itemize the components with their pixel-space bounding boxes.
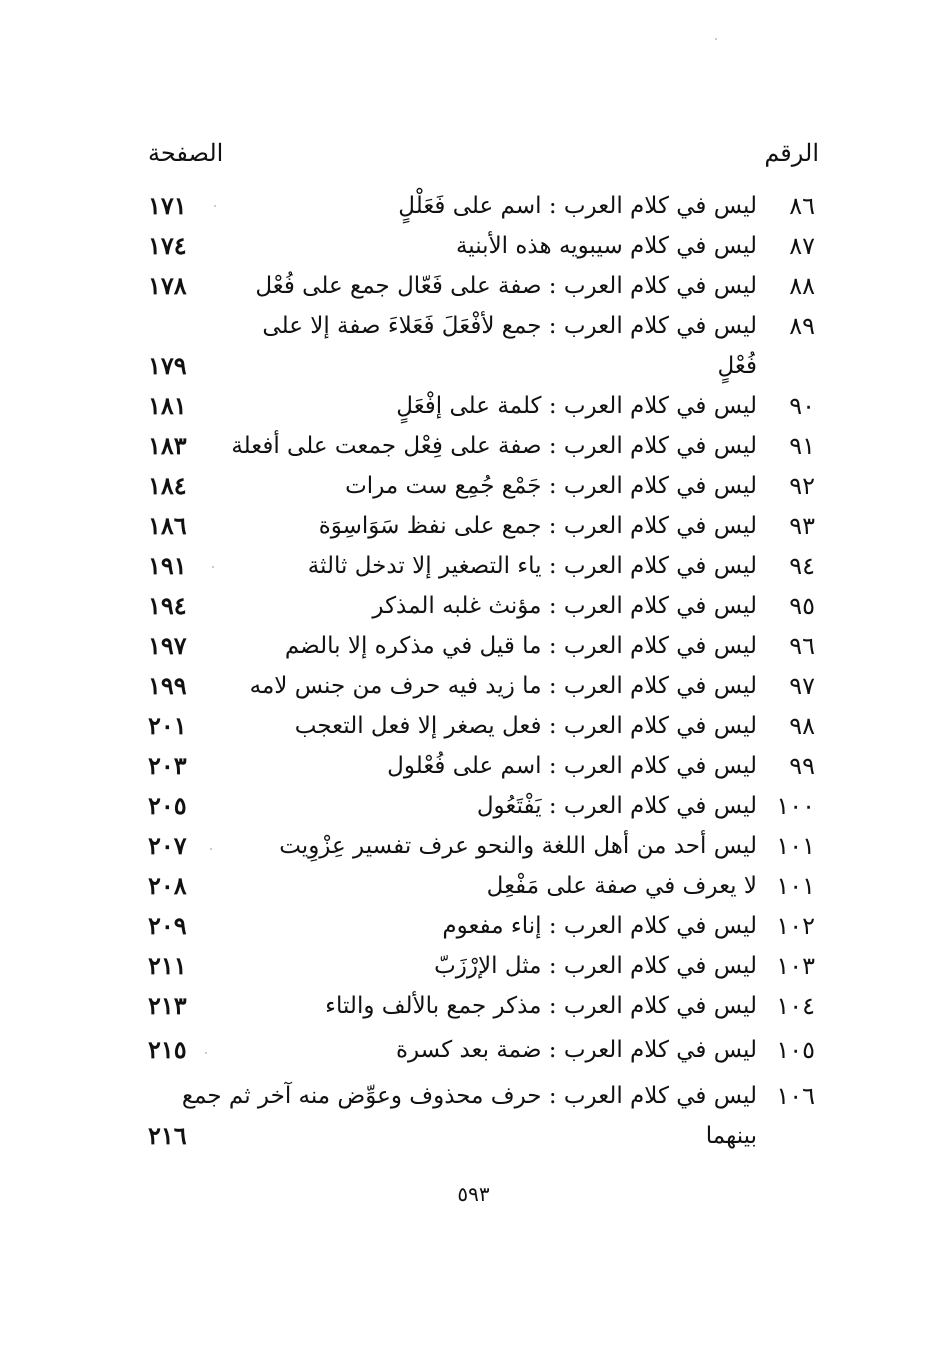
entry-number: ٩٦ — [789, 632, 815, 660]
entry-page: ٢٠٥ — [148, 791, 187, 820]
entry-page: ٢٠١ — [148, 711, 187, 740]
list-item — [0, 986, 947, 1026]
scan-speck — [210, 848, 212, 850]
entry-page: ٢٠٣ — [148, 751, 187, 780]
entry-text: ليس في كلام العرب : مذكر جمع بالألف والتاء — [325, 993, 757, 1019]
number-column-header: الرقم — [764, 139, 819, 167]
entry-text: ليس في كلام العرب : ما قيل في مذكره إلا بالضم — [284, 633, 757, 659]
entry-page: ١٧٨ — [148, 271, 187, 300]
entry-text: ليس في كلام العرب : ياء التصغير إلا تدخل ثالثة — [307, 553, 757, 579]
entry-text: ليس في كلام العرب : إناء مفعوم — [442, 913, 757, 939]
entry-text: ليس في كلام العرب : مؤنث غلبه المذكر — [372, 593, 757, 619]
list-item — [0, 1030, 947, 1070]
list-item — [0, 226, 947, 266]
entry-text: ليس في كلام سيبويه هذه الأبنية — [455, 233, 757, 259]
entry-text: ليس في كلام العرب : جمع لأفْعَلَ فَعَلاءَ صفة إلا على — [262, 313, 757, 339]
entry-page: ٢٠٧ — [148, 831, 187, 860]
entry-page: ١٩٤ — [148, 591, 187, 620]
entry-text: ليس أحد من أهل اللغة والنحو عرف تفسير عِزْوِيت — [279, 833, 757, 859]
entry-text-continued: بينهما — [705, 1123, 757, 1149]
list-item-continuation — [0, 346, 947, 386]
entry-number: ٩٤ — [789, 552, 815, 580]
list-item — [0, 386, 947, 426]
list-item — [0, 906, 947, 946]
entry-number: ١٠٤ — [776, 992, 815, 1020]
entry-text: ليس في كلام العرب : اسم على فَعَلْلٍ — [398, 193, 757, 219]
entry-text: ليس في كلام العرب : كلمة على إفْعَلٍ — [396, 393, 757, 419]
list-item — [0, 506, 947, 546]
list-item — [0, 866, 947, 906]
entry-page: ٢١١ — [148, 951, 187, 980]
entry-number: ٨٧ — [789, 232, 815, 260]
entry-number: ١٠٣ — [776, 952, 815, 980]
entry-text: ليس في كلام العرب : مثل الإرْزَبّ — [434, 953, 757, 979]
entry-page: ١٩٩ — [148, 671, 187, 700]
entry-page: ٢٠٨ — [148, 871, 187, 900]
entry-number: ٨٦ — [789, 192, 815, 220]
list-item — [0, 666, 947, 706]
entry-number: ١٠١ — [776, 832, 815, 860]
entry-text: ليس في كلام العرب : ضمة بعد كسرة — [395, 1037, 757, 1063]
entry-number: ١٠٥ — [776, 1036, 815, 1064]
list-item — [0, 626, 947, 666]
scan-speck — [205, 1052, 207, 1054]
list-item — [0, 586, 947, 626]
entry-page: ٢١٥ — [148, 1035, 187, 1064]
list-item — [0, 706, 947, 746]
list-item — [0, 426, 947, 466]
entry-page: ١٨٤ — [148, 471, 187, 500]
list-item — [0, 466, 947, 506]
entry-number: ١٠١ — [776, 872, 815, 900]
list-item — [0, 546, 947, 586]
list-item — [0, 266, 947, 306]
entry-number: ٩٣ — [789, 512, 815, 540]
list-item — [0, 1076, 947, 1116]
entry-page: ١٧١ — [148, 191, 187, 220]
scan-speck — [212, 566, 214, 568]
list-item — [0, 786, 947, 826]
entry-text-continued: فُعْلٍ — [717, 353, 757, 379]
entry-number: ٩٠ — [789, 392, 815, 420]
entry-page: ١٨١ — [148, 391, 187, 420]
page-number: ٥٩٣ — [457, 1182, 490, 1206]
list-item-continuation — [0, 1116, 947, 1156]
entry-page: ١٨٦ — [148, 511, 187, 540]
entry-text: ليس في كلام العرب : جَمْع جُمِع ست مرات — [345, 473, 757, 499]
entry-number: ٨٨ — [789, 272, 815, 300]
entry-number: ٩١ — [789, 432, 815, 460]
entry-text: ليس في كلام العرب : صفة على فَعّال جمع على فُعْل — [255, 273, 757, 299]
list-item — [0, 826, 947, 866]
scan-speck — [214, 205, 216, 207]
entry-number: ١٠٦ — [776, 1082, 815, 1110]
entry-number: ٩٢ — [789, 472, 815, 500]
entry-page: ٢٠٩ — [148, 911, 187, 940]
entry-number: ١٠٠ — [776, 792, 815, 820]
scan-speck — [715, 38, 717, 40]
entry-number: ٩٨ — [789, 712, 815, 740]
entry-number: ٨٩ — [789, 312, 815, 340]
entry-number: ١٠٢ — [776, 912, 815, 940]
entry-text: لا يعرف في صفة على مَفْعِل — [486, 873, 757, 899]
entry-page: ١٧٩ — [148, 351, 187, 380]
entry-number: ٩٧ — [789, 672, 815, 700]
entry-page: ١٩٧ — [148, 631, 187, 660]
entry-text: ليس في كلام العرب : فعل يصغر إلا فعل التعجب — [294, 713, 757, 739]
entry-text: ليس في كلام العرب : حرف محذوف وعوِّض منه آخر ثم جمع — [181, 1083, 757, 1109]
list-item — [0, 746, 947, 786]
entry-page: ١٩١ — [148, 551, 187, 580]
list-item — [0, 946, 947, 986]
list-item — [0, 186, 947, 226]
entry-text: ليس في كلام العرب : صفة على فِعْل جمعت على أفعلة — [231, 433, 757, 459]
entry-text: ليس في كلام العرب : ما زيد فيه حرف من جنس لامه — [249, 673, 757, 699]
entry-text: ليس في كلام العرب : جمع على نفظ سَوَاسِوَة — [318, 513, 757, 539]
entry-text: ليس في كلام العرب : اسم على فُعْلول — [387, 753, 757, 779]
list-item — [0, 306, 947, 346]
entry-page: ١٧٤ — [148, 231, 187, 260]
entry-number: ٩٥ — [789, 592, 815, 620]
entry-page: ٢١٣ — [148, 991, 187, 1020]
entry-page: ٢١٦ — [148, 1121, 187, 1150]
entry-number: ٩٩ — [789, 752, 815, 780]
entry-page: ١٨٣ — [148, 431, 187, 460]
page-column-header: الصفحة — [148, 139, 224, 167]
entry-text: ليس في كلام العرب : يَفْتَعُول — [476, 793, 757, 819]
